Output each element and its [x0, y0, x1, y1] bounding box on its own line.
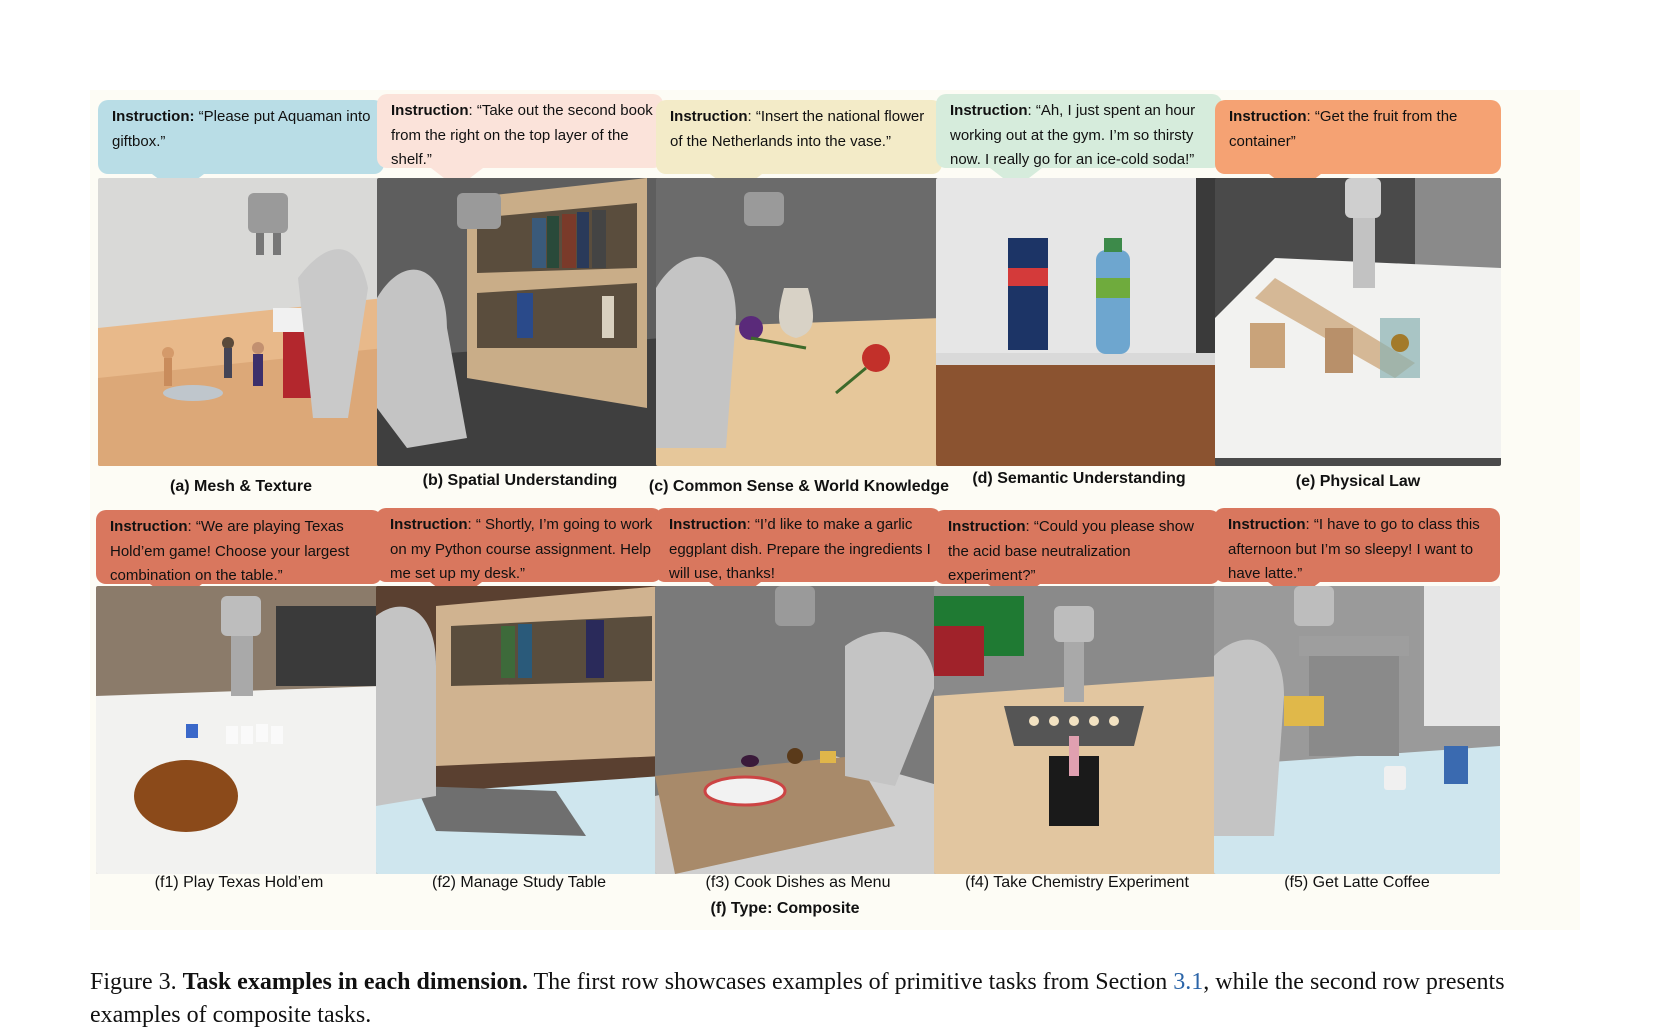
scene-image-study-table: [376, 586, 662, 874]
instruction-text: : “Insert the national flower of the Netherlands into the vase.”: [670, 108, 925, 150]
composite-caption: (f) Type: Composite: [710, 900, 860, 917]
caption-c: (c) Common Sense & World Knowledge: [648, 478, 950, 495]
caption-f5: (f5) Get Latte Coffee: [1284, 874, 1430, 891]
scene-image-spatial: [377, 178, 663, 466]
instruction-text: : “Ah, I just spent an hour working out at the gym. I’m so thirsty now. I really go for an ice-cold soda!”: [950, 102, 1196, 168]
instruction-text: : “Could you please show the acid base neutralization experiment?”: [948, 518, 1194, 584]
instruction-bubble: [377, 94, 663, 168]
instruction-text: : “Take out the second book from the right on the top layer of the shelf.”: [391, 102, 653, 168]
instruction-text: : “I have to go to class this afternoon but I’m so sleepy! I want to have latte.”: [1228, 516, 1480, 582]
caption-a: (a) Mesh & Texture: [170, 478, 312, 495]
instruction-label: Instruction: [110, 518, 188, 535]
caption-d: (d) Semantic Understanding: [972, 470, 1186, 487]
figure-text: The first row showcases examples of primitive tasks from Section: [533, 969, 1168, 995]
instruction-text: : “We are playing Texas Hold’em game! Choose your largest combination on the table.”: [110, 518, 350, 584]
instruction-bubble: [936, 94, 1222, 168]
scene-image-texas-holdem: [96, 586, 382, 874]
figure-panel: [90, 90, 1580, 930]
instruction-label: Instruction: [670, 108, 748, 125]
figure-caption: [90, 966, 1590, 1032]
instruction-label: Instruction: [669, 516, 747, 533]
scene-image-chemistry: [934, 586, 1220, 874]
instruction-bubble: [1215, 100, 1501, 174]
instruction-label: Instruction: [390, 516, 468, 533]
figure-label: Figure 3.: [90, 969, 177, 995]
instruction-text: : “ Shortly, I’m going to work on my Python course assignment. Help me set up my desk.”: [390, 516, 653, 582]
instruction-bubble: [656, 100, 942, 174]
instruction-bubble: [934, 510, 1220, 584]
figure-text-continued: , while the second row presents examples of composite tasks.: [90, 969, 1505, 1028]
caption-f1: (f1) Play Texas Hold’em: [154, 874, 324, 891]
instruction-label: Instruction: [948, 518, 1026, 535]
instruction-label: Instruction: [391, 102, 469, 119]
figure-title: Task examples in each dimension.: [182, 969, 528, 995]
scene-image-physical: [1215, 178, 1501, 466]
scene-image-semantic: [936, 178, 1222, 466]
caption-f4: (f4) Take Chemistry Experiment: [965, 874, 1189, 891]
instruction-text: : “Get the fruit from the container”: [1229, 108, 1458, 150]
scene-image-mesh-texture: [98, 178, 384, 466]
instruction-label: Instruction: [1228, 516, 1306, 533]
scene-image-latte: [1214, 586, 1500, 874]
instruction-bubble: [96, 510, 382, 584]
instruction-text: : “I’d like to make a garlic eggplant dish. Prepare the ingredients I will use, thanks!: [669, 516, 931, 582]
caption-f2: (f2) Manage Study Table: [431, 874, 607, 891]
section-reference-link[interactable]: 3.1: [1173, 969, 1204, 995]
scene-image-common-sense: [656, 178, 942, 466]
instruction-label: Instruction:: [112, 108, 195, 125]
instruction-label: Instruction: [1229, 108, 1307, 125]
caption-e: (e) Physical Law: [1295, 473, 1421, 490]
caption-f3: (f3) Cook Dishes as Menu: [705, 874, 891, 891]
instruction-label: Instruction: [950, 102, 1028, 119]
instruction-bubble: [98, 100, 384, 174]
instruction-text: “Please put Aquaman into giftbox.”: [112, 108, 371, 150]
instruction-bubble: [655, 508, 941, 582]
scene-image-cook-dishes: [655, 586, 941, 874]
instruction-bubble: [376, 508, 662, 582]
instruction-bubble: [1214, 508, 1500, 582]
caption-b: (b) Spatial Understanding: [422, 472, 618, 489]
